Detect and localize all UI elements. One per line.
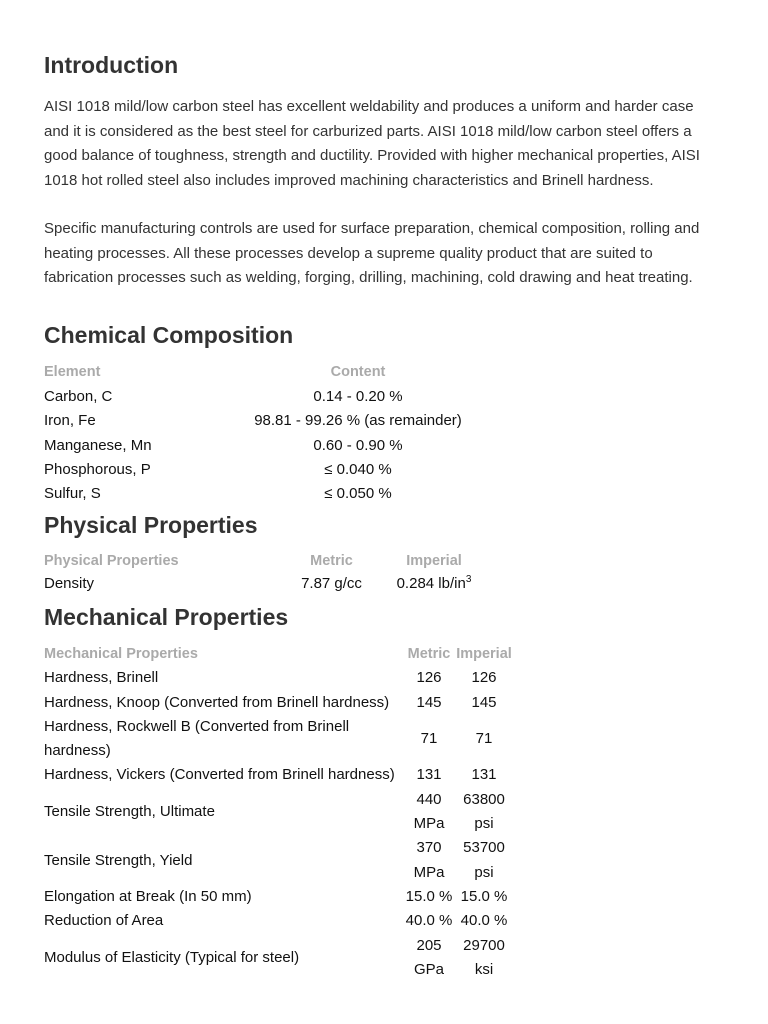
table-header-row <box>44 550 499 572</box>
table-row <box>44 715 514 764</box>
property-name: Density <box>44 574 95 592</box>
metric-value: 145 <box>416 693 442 711</box>
property-name: Elongation at Break (In 50 mm) <box>44 887 252 905</box>
metric-value: 71 <box>420 730 438 748</box>
chemical-composition-heading: Chemical Composition <box>44 322 294 348</box>
element-content: 0.14 - 0.20 % <box>313 387 403 405</box>
table-row <box>44 666 514 690</box>
imperial-value: 63800 psi <box>463 790 505 833</box>
imperial-value: 145 <box>471 693 497 711</box>
property-name: Tensile Strength, Yield <box>44 851 193 869</box>
property-name: Hardness, Brinell <box>44 669 159 687</box>
header-metric: Metric <box>310 553 353 569</box>
physical-properties-heading: Physical Properties <box>44 512 258 538</box>
header-element: Element <box>44 364 101 381</box>
property-name: Modulus of Elasticity (Typical for steel) <box>44 948 300 966</box>
property-name: Reduction of Area <box>44 912 164 930</box>
table-row <box>44 409 462 433</box>
element-name: Sulfur, S <box>44 485 101 503</box>
metric-value: 370 MPa <box>413 839 445 881</box>
introduction-heading: Introduction <box>44 52 179 78</box>
imperial-value: 131 <box>471 766 497 784</box>
imperial-value: 29700 ksi <box>463 936 505 978</box>
table-row <box>44 763 514 787</box>
element-content: 0.60 - 0.90 % <box>313 436 403 454</box>
metric-value: 205 GPa <box>413 936 444 978</box>
header-imperial: Imperial <box>406 553 462 569</box>
table-row <box>44 572 499 594</box>
table-row <box>44 384 462 408</box>
imperial-value-base: 0.284 lb/in <box>396 574 466 592</box>
property-name: Hardness, Knoop (Converted from Brinell hardness) <box>44 693 390 711</box>
imperial-value: 40.0 % <box>460 912 508 930</box>
intro-paragraph-2: Specific manufacturing controls are used for surface preparation, chemical composition, rolling and heating processes. All these processes develop a supreme quality product that are suited to fabrication processes such as welding, forging, drilling, machining, cold drawing and heat treating. <box>44 220 700 286</box>
metric-value: 440 MPa <box>413 790 445 833</box>
chemical-composition-table <box>44 360 462 506</box>
metric-value: 131 <box>416 766 442 784</box>
element-name: Manganese, Mn <box>44 436 152 454</box>
imperial-value: 71 <box>475 730 493 748</box>
imperial-value <box>369 572 499 594</box>
table-row <box>44 934 514 983</box>
table-header-row <box>44 642 514 666</box>
metric-value: 126 <box>416 669 442 687</box>
header-imperial: Imperial <box>456 646 512 662</box>
metric-value: 40.0 % <box>405 912 453 930</box>
table-row <box>44 909 514 933</box>
table-row <box>44 788 514 837</box>
property-name: Hardness, Rockwell B (Converted from Brinell hardness) <box>44 717 350 760</box>
element-name: Carbon, C <box>44 387 113 405</box>
imperial-value-exponent: 3 <box>465 573 472 585</box>
table-row <box>44 433 462 457</box>
imperial-value: 126 <box>471 669 497 687</box>
table-row <box>44 885 514 909</box>
element-name: Iron, Fe <box>44 412 96 430</box>
header-property: Mechanical Properties <box>44 646 198 662</box>
mechanical-properties-heading: Mechanical Properties <box>44 604 289 630</box>
table-row <box>44 457 462 481</box>
header-property: Physical Properties <box>44 553 179 569</box>
property-name: Tensile Strength, Ultimate <box>44 802 215 820</box>
property-name: Hardness, Vickers (Converted from Brinell hardness) <box>44 766 395 784</box>
table-row <box>44 691 514 715</box>
imperial-value: 15.0 % <box>460 887 508 905</box>
table-row <box>44 481 462 505</box>
element-content: ≤ 0.050 % <box>324 485 392 503</box>
imperial-value: 53700 psi <box>463 839 505 881</box>
element-content: ≤ 0.040 % <box>324 460 392 478</box>
metric-value: 7.87 g/cc <box>301 574 362 592</box>
mechanical-properties-table <box>44 642 514 982</box>
physical-properties-table <box>44 550 499 594</box>
table-row <box>44 836 514 885</box>
header-metric: Metric <box>407 646 451 662</box>
metric-value: 15.0 % <box>405 887 453 905</box>
element-content: 98.81 - 99.26 % (as remainder) <box>254 412 462 430</box>
intro-paragraph-1: AISI 1018 mild/low carbon steel has excellent weldability and produces a uniform and harder case and it is considered as the best steel for carburized parts. AISI 1018 mild/low carbon steel offers a good balance of toughness, strength and ductility. Provided with higher mechanical properties, AISI 1018 hot rolled steel also includes improved machining characteristics and Brinell hardness. <box>44 98 700 189</box>
element-name: Phosphorous, P <box>44 460 151 478</box>
header-content: Content <box>330 364 386 381</box>
table-header-row <box>44 360 462 384</box>
